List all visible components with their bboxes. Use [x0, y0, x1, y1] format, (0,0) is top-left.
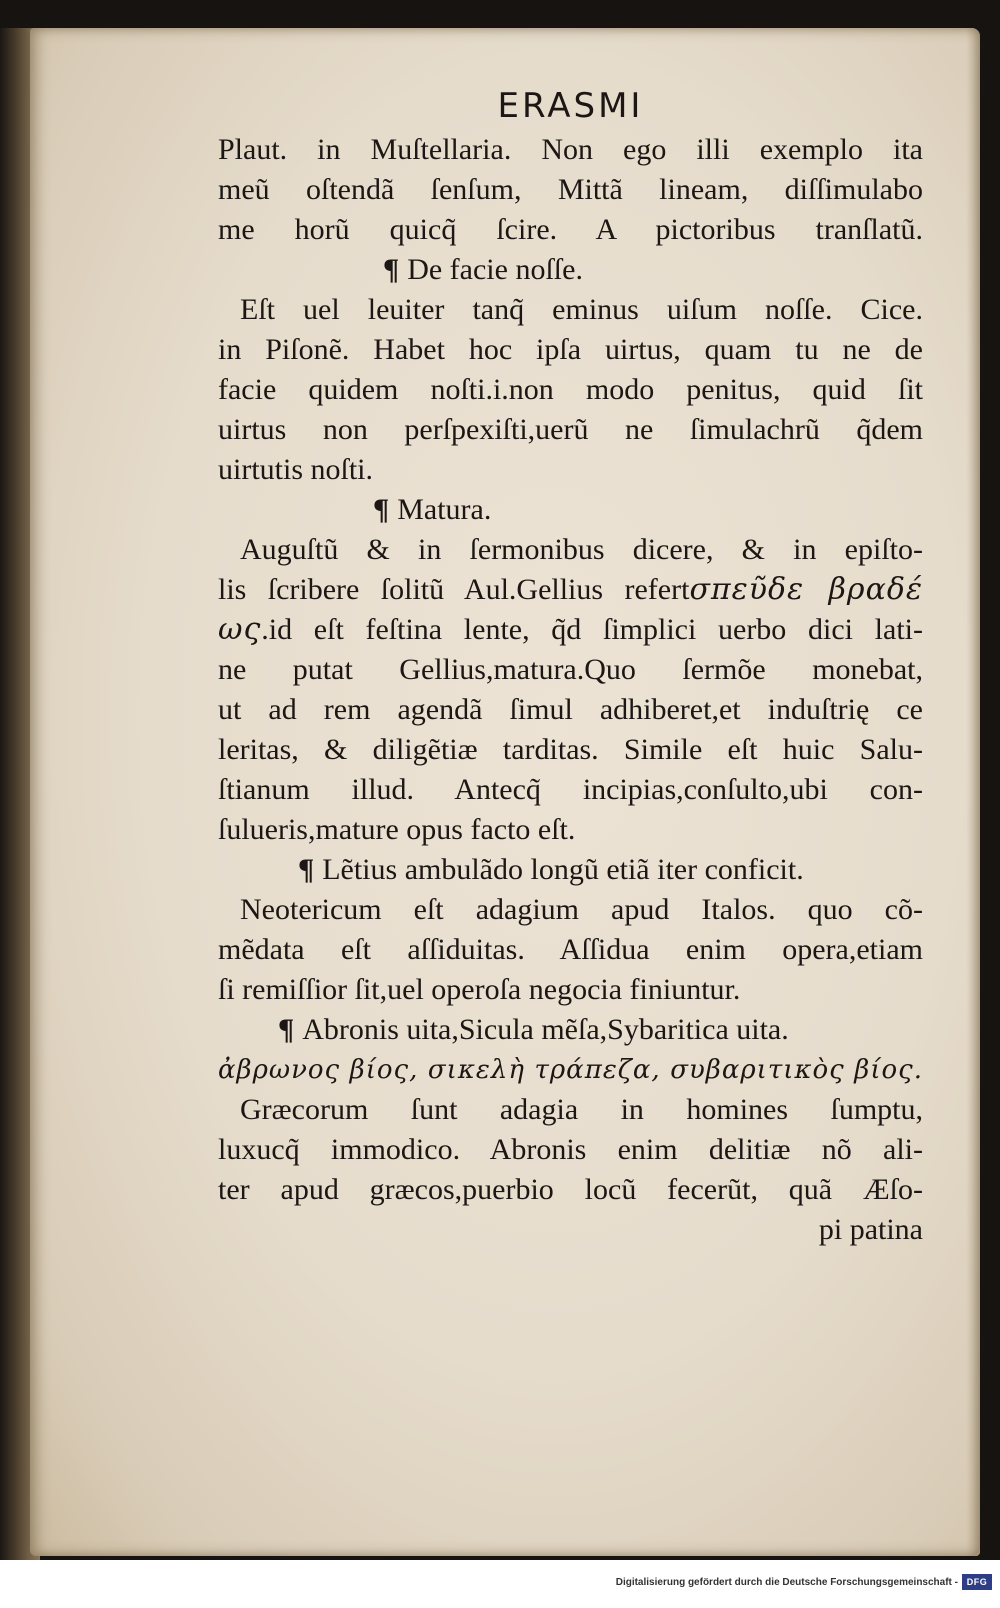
text-line: [218, 730, 923, 770]
line-text: luxucq̃ immodico. Abronis enim delitiæ nõ ali-: [218, 1133, 923, 1166]
line-text: ſulueris,mature opus facto eſt.: [218, 813, 576, 846]
catchword: [218, 1210, 923, 1250]
line-text: Neotericum eſt adagium apud Italos. quo cõ-: [240, 893, 923, 926]
line-text: uirtutis noſti.: [218, 453, 374, 486]
text-line: [218, 290, 923, 330]
greek-line: [218, 1050, 923, 1090]
line-text: Auguſtũ & in ſermonibus dicere, & in epiſto-: [240, 533, 923, 566]
heading-text: De facie noſſe.: [407, 253, 583, 286]
line-text: ne putat Gellius,matura.Quo ſermõe monebat,: [218, 653, 923, 686]
text-line: [218, 450, 923, 490]
text-line: [218, 1130, 923, 1170]
line-text: facie quidem noſti.i.non modo penitus, quid ſit: [218, 373, 923, 406]
text-line: [218, 330, 923, 370]
text-line: [218, 970, 923, 1010]
leaf-edge-shadow: [966, 28, 980, 1556]
text-line: [218, 170, 923, 210]
text-line: [218, 930, 923, 970]
text-line: [218, 690, 923, 730]
line-text: pi patina: [818, 1213, 923, 1246]
text-line: [218, 770, 923, 810]
greek-text: ως: [218, 612, 262, 647]
text-line: [218, 650, 923, 690]
text-block: [218, 84, 923, 1250]
line-text: .id eſt feſtina lente, q̃d ſimplici uerbo dici lati-: [261, 613, 923, 646]
text-line: [218, 410, 923, 450]
digitization-footer: [0, 1560, 1000, 1608]
text-line: [218, 130, 923, 170]
line-text: me horũ quicq̃ ſcire. A pictoribus tranſlatũ.: [218, 213, 923, 246]
section-heading: [218, 490, 923, 530]
pilcrow-icon: ¶: [278, 1013, 295, 1046]
line-text: leritas, & diligẽtiæ tarditas. Simile eſt huic Salu-: [218, 733, 923, 766]
text-line: [218, 1090, 923, 1130]
text-line: [218, 890, 923, 930]
pilcrow-icon: ¶: [383, 253, 400, 286]
heading-text: Matura.: [397, 493, 492, 526]
line-text: Plaut. in Muſtellaria. Non ego illi exemplo ita: [218, 133, 923, 166]
line-text: uirtus non perſpexiſti,uerũ ne ſimulachrũ q̃dem: [218, 413, 923, 446]
text-line: [218, 210, 923, 250]
line-text: mẽdata eſt aſſiduitas. Aſſidua enim opera,etiam: [218, 933, 923, 966]
line-text: lis ſcribere ſolitũ Aul.Gellius refert: [218, 573, 690, 606]
heading-text: Abronis uita,Sicula mẽſa,Sybaritica uita.: [302, 1013, 789, 1046]
text-lines: [218, 130, 923, 1250]
text-line: [218, 810, 923, 850]
section-heading: [218, 1010, 923, 1050]
line-text: ſtianum illud. Antecq̃ incipias,conſulto,ubi con-: [218, 773, 923, 806]
line-text: meũ oſtendã ſenſum, Mittã lineam, diſſimulabo: [218, 173, 923, 206]
pilcrow-icon: ¶: [298, 853, 315, 886]
line-text: Græcorum ſunt adagia in homines ſumptu,: [240, 1093, 923, 1126]
text-line: [218, 570, 923, 610]
line-text: ter apud græcos,puerbio locũ fecerũt, quã Æſo-: [218, 1173, 923, 1206]
funding-notice: Digitalisierung gefördert durch die Deutsche Forschungsgemeinschaft -: [615, 1577, 958, 1588]
greek-text: ἀβρωνος βίος, σικελὴ τράπεζα, συβαριτικὸς βίος.: [218, 1055, 923, 1085]
text-line: [218, 370, 923, 410]
line-text: ut ad rem agendã ſimul adhiberet,et induſtrię ce: [218, 693, 923, 726]
running-head: ERASMI: [497, 86, 644, 126]
text-line: [218, 610, 923, 650]
text-line: [218, 1170, 923, 1210]
text-line: [218, 530, 923, 570]
greek-text: σπεῦδε βραδέ: [689, 572, 923, 607]
heading-text: Lẽtius ambulãdo longũ etiã iter conficit.: [322, 853, 804, 886]
line-text: ſi remiſſior ſit,uel operoſa negocia finiuntur.: [218, 973, 741, 1006]
dfg-logo: DFG: [962, 1574, 992, 1590]
line-text: in Piſonẽ. Habet hoc ipſa uirtus, quam tu ne de: [218, 333, 923, 366]
pilcrow-icon: ¶: [373, 493, 390, 526]
section-heading: [218, 250, 923, 290]
line-text: Eſt uel leuiter tanq̃ eminus uiſum noſſe. Cice.: [240, 293, 923, 326]
section-heading: [218, 850, 923, 890]
